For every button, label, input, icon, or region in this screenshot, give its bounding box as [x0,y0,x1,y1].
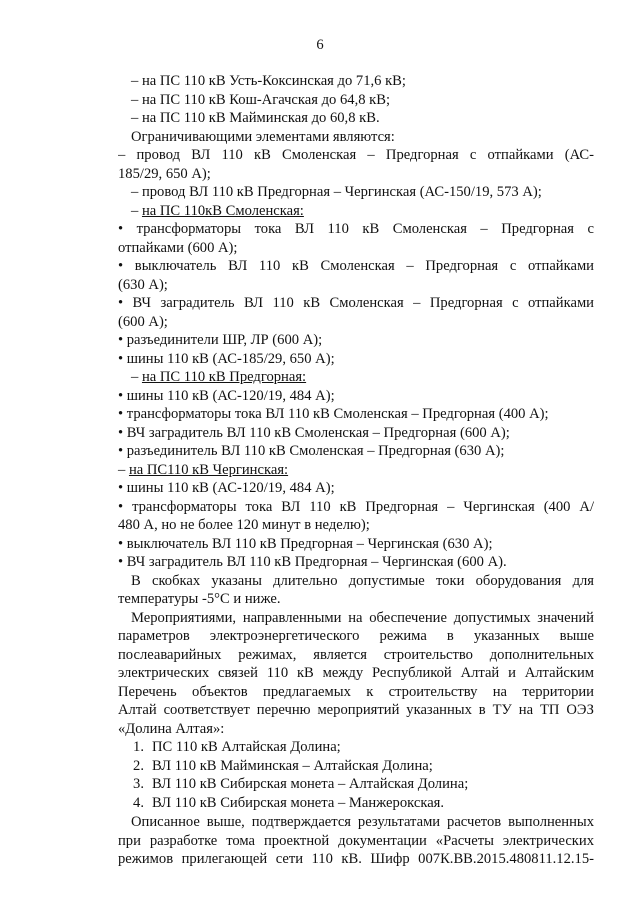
list-item [118,775,594,794]
text-line: (630 А); [118,276,168,293]
text-line: • выключатель ВЛ 110 кВ Предгорная – Чергинская (630 А); [118,535,493,552]
text-line: послеаварийных режимах, является строительство дополнительных [118,646,594,663]
text-line: • разъединители ШР, ЛР (600 А); [118,332,323,348]
text-line: – на ПС110 кВ Чергинская: [118,461,289,478]
text-line: • шины 110 кВ (АС-120/19, 484 А); [118,480,335,496]
section-heading: на ПС110 кВ Чергинская: [128,461,289,478]
text-line: Описанное выше, подтверждается результатами расчетов выполненных [131,814,594,830]
text-line: – на ПС 110 кВ Усть-Коксинская до 71,6 кВ; [131,73,406,89]
text-line: • трансформаторы тока ВЛ 110 кВ Предгорная – Чергинская (400 А/ [118,498,594,515]
text-line: • разъединитель ВЛ 110 кВ Смоленская – Предгорная (630 А); [118,443,505,459]
text-line: – на ПС 110 кВ Предгорная: [131,369,307,385]
text-line: «Долина Алтая»: [118,720,225,737]
list-number: 1. [133,739,144,755]
text-line: • трансформаторы тока ВЛ 110 кВ Смоленская – Предгорная (400 А); [118,406,549,422]
list-number: 2. [133,757,144,774]
list-item [118,757,594,776]
text-line: • ВЧ заградитель ВЛ 110 кВ Смоленская – Предгорная с отпайками [118,295,594,311]
list-item-text: ВЛ 110 кВ Сибирская монета – Манжерокская. [152,794,445,811]
list-number: 3. [133,776,144,792]
text-line: – на ПС 110 кВ Майминская до 60,8 кВ. [131,110,380,126]
text-line: Ограничивающими элементами являются: [131,128,395,145]
text-line: Перечень объектов предлагаемых к строительству на территории [118,683,594,700]
text-line: • ВЧ заградитель ВЛ 110 кВ Предгорная – Чергинская (600 А). [118,554,507,570]
text-line: – провод ВЛ 110 кВ Смоленская – Предгорная с отпайками (АС- [118,147,594,163]
text-line: В скобках указаны длительно допустимые токи оборудования для [131,572,594,589]
text-line: • выключатель ВЛ 110 кВ Смоленская – Предгорная с отпайками [118,258,594,274]
text-line: электрических связей 110 кВ между Республикой Алтай и Алтайским [118,665,594,681]
text-line: температуры -5°С и ниже. [118,591,281,607]
section-heading: на ПС 110кВ Смоленская: [141,202,304,219]
text-line: (600 А); [118,313,168,330]
text-line: • ВЧ заградитель ВЛ 110 кВ Смоленская – Предгорная (600 А); [118,424,510,441]
text-line: – на ПС 110 кВ Кош-Агачская до 64,8 кВ; [131,91,391,108]
text-line: параметров электроэнергетического режима в указанных выше [118,628,594,644]
list-item [118,738,594,757]
text-line: Мероприятиями, направленными на обеспечение допустимых значений [131,609,594,626]
text-line: Алтай соответствует перечню мероприятий указанных в ТУ на ТП ОЭЗ [118,702,594,718]
text-line: при разработке тома проектной документации «Расчеты электрических [118,832,594,849]
page-content [118,72,594,869]
dash-marker: – [131,202,142,219]
text-line: • шины 110 кВ (АС-185/29, 650 А); [118,350,335,367]
text-line: режимов прилегающей сети 110 кВ. Шифр 007К.ВВ.2015.480811.12.15- [118,851,594,867]
text-line: отпайками (600 А); [118,239,238,256]
text-line: 480 А, но не более 120 минут в неделю); [118,517,370,533]
page-number: 6 [316,37,324,53]
list-item-text: ВЛ 110 кВ Майминская – Алтайская Долина; [152,757,433,774]
list-item-text: ПС 110 кВ Алтайская Долина; [152,739,341,755]
list-item-text: ВЛ 110 кВ Сибирская монета – Алтайская Долина; [152,776,469,792]
list-item [118,794,594,813]
text-line: • шины 110 кВ (АС-120/19, 484 А); [118,387,335,404]
text-line: • трансформаторы тока ВЛ 110 кВ Смоленская – Предгорная с [118,221,594,237]
text-line: 185/29, 650 А); [118,165,211,182]
text-line: – провод ВЛ 110 кВ Предгорная – Чергинская (АС-150/19, 573 А); [131,184,542,200]
text-line [118,202,594,221]
section-heading: на ПС 110 кВ Предгорная: [141,369,307,385]
list-number: 4. [133,794,144,811]
